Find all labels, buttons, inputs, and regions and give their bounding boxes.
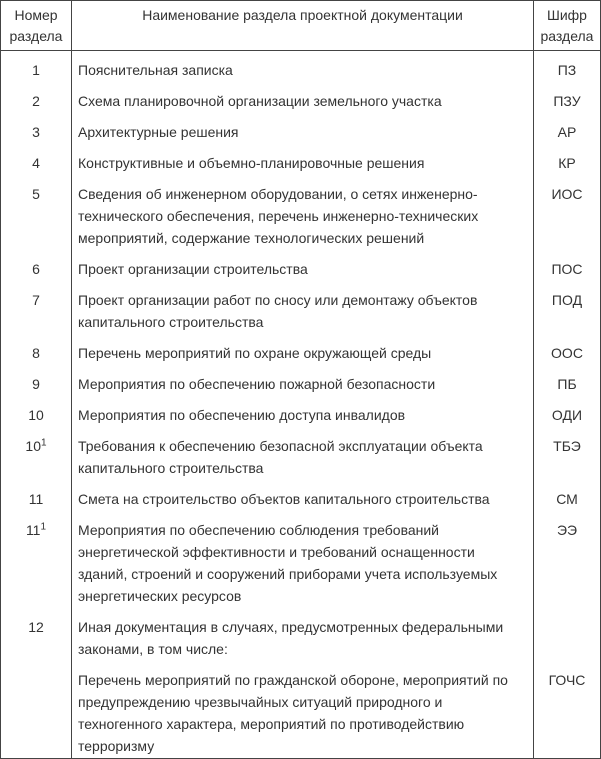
section-code: ТБЭ bbox=[534, 427, 601, 480]
section-name: Сведения об инженерном оборудовании, о сетях инженерно-технического обеспечения, перечень инженерно-технических мероприятий, содержание технологических решений bbox=[72, 175, 534, 250]
table-row bbox=[1, 82, 601, 113]
section-code: КР bbox=[534, 144, 601, 175]
section-number bbox=[1, 144, 72, 175]
section-number-value: 1 bbox=[32, 62, 40, 78]
section-number bbox=[1, 661, 72, 759]
section-number bbox=[1, 334, 72, 365]
section-number-value: 11 bbox=[25, 522, 41, 538]
section-code: СМ bbox=[534, 480, 601, 511]
section-number-value: 6 bbox=[32, 261, 40, 277]
section-number bbox=[1, 396, 72, 427]
section-name: Смета на строительство объектов капитального строительства bbox=[72, 480, 534, 511]
table-row bbox=[1, 661, 601, 759]
header-section-name: Наименование раздела проектной документации bbox=[72, 1, 534, 51]
section-code: ПЗУ bbox=[534, 82, 601, 113]
table-row bbox=[1, 281, 601, 334]
section-name: Архитектурные решения bbox=[72, 113, 534, 144]
section-name: Мероприятия по обеспечению пожарной безопасности bbox=[72, 365, 534, 396]
section-number bbox=[1, 480, 72, 511]
section-code: ПБ bbox=[534, 365, 601, 396]
section-number-superscript: 1 bbox=[41, 437, 47, 449]
table-row bbox=[1, 250, 601, 281]
header-section-number: Номер раздела bbox=[1, 1, 72, 51]
section-number-value: 5 bbox=[32, 186, 40, 202]
table-header bbox=[1, 1, 601, 51]
table-row bbox=[1, 480, 601, 511]
table-row bbox=[1, 113, 601, 144]
section-code bbox=[534, 608, 601, 661]
section-number-value: 10 bbox=[25, 438, 41, 454]
table-row bbox=[1, 608, 601, 661]
section-number bbox=[1, 113, 72, 144]
section-number-value: 7 bbox=[32, 292, 40, 308]
section-number-superscript: 1 bbox=[40, 521, 47, 533]
section-name: Схема планировочной организации земельного участка bbox=[72, 82, 534, 113]
section-code: ПОД bbox=[534, 281, 601, 334]
table-row bbox=[1, 51, 601, 83]
section-number-value: 2 bbox=[32, 93, 40, 109]
section-name: Проект организации работ по сносу или демонтажу объектов капитального строительства bbox=[72, 281, 534, 334]
section-name: Перечень мероприятий по гражданской обороне, мероприятий по предупреждению чрезвычайных ситуаций природного и техногенного характера, мероприятий по противодействию терроризму bbox=[72, 661, 534, 759]
table-row bbox=[1, 334, 601, 365]
section-number-value: 10 bbox=[28, 407, 44, 423]
section-name: Требования к обеспечению безопасной эксплуатации объекта капитального строительства bbox=[72, 427, 534, 480]
section-number-value: 4 bbox=[32, 155, 40, 171]
table-row bbox=[1, 365, 601, 396]
section-code: ООС bbox=[534, 334, 601, 365]
table-row bbox=[1, 511, 601, 608]
section-code: ПОС bbox=[534, 250, 601, 281]
section-code: ЭЭ bbox=[534, 511, 601, 608]
section-code: ОДИ bbox=[534, 396, 601, 427]
section-code: ГОЧС bbox=[534, 661, 601, 759]
header-section-code: Шифр раздела bbox=[534, 1, 601, 51]
section-number-value: 8 bbox=[32, 345, 40, 361]
section-number bbox=[1, 51, 72, 83]
section-number bbox=[1, 82, 72, 113]
table-row bbox=[1, 427, 601, 480]
section-number-value: 9 bbox=[32, 376, 40, 392]
header-row bbox=[1, 1, 601, 51]
table-row bbox=[1, 144, 601, 175]
table-body bbox=[1, 51, 601, 759]
section-number-value: 3 bbox=[32, 124, 40, 140]
section-number bbox=[1, 427, 72, 480]
section-number bbox=[1, 608, 72, 661]
section-number bbox=[1, 281, 72, 334]
section-name: Перечень мероприятий по охране окружающей среды bbox=[72, 334, 534, 365]
section-number bbox=[1, 250, 72, 281]
section-name: Конструктивные и объемно-планировочные решения bbox=[72, 144, 534, 175]
section-number bbox=[1, 365, 72, 396]
section-name: Проект организации строительства bbox=[72, 250, 534, 281]
section-name: Иная документация в случаях, предусмотренных федеральными законами, в том числе: bbox=[72, 608, 534, 661]
section-code: ПЗ bbox=[534, 51, 601, 83]
section-code: ИОС bbox=[534, 175, 601, 250]
table-row bbox=[1, 396, 601, 427]
section-number bbox=[1, 511, 72, 608]
section-name: Мероприятия по обеспечению доступа инвалидов bbox=[72, 396, 534, 427]
section-name: Мероприятия по обеспечению соблюдения требований энергетической эффективности и требований оснащенности зданий, строений и сооружений приборами учета используемых энергетических ресурсов bbox=[72, 511, 534, 608]
table-row bbox=[1, 175, 601, 250]
section-name: Пояснительная записка bbox=[72, 51, 534, 83]
section-number-value: 11 bbox=[28, 491, 44, 507]
section-code: АР bbox=[534, 113, 601, 144]
section-number bbox=[1, 175, 72, 250]
section-number-value: 12 bbox=[28, 619, 44, 635]
